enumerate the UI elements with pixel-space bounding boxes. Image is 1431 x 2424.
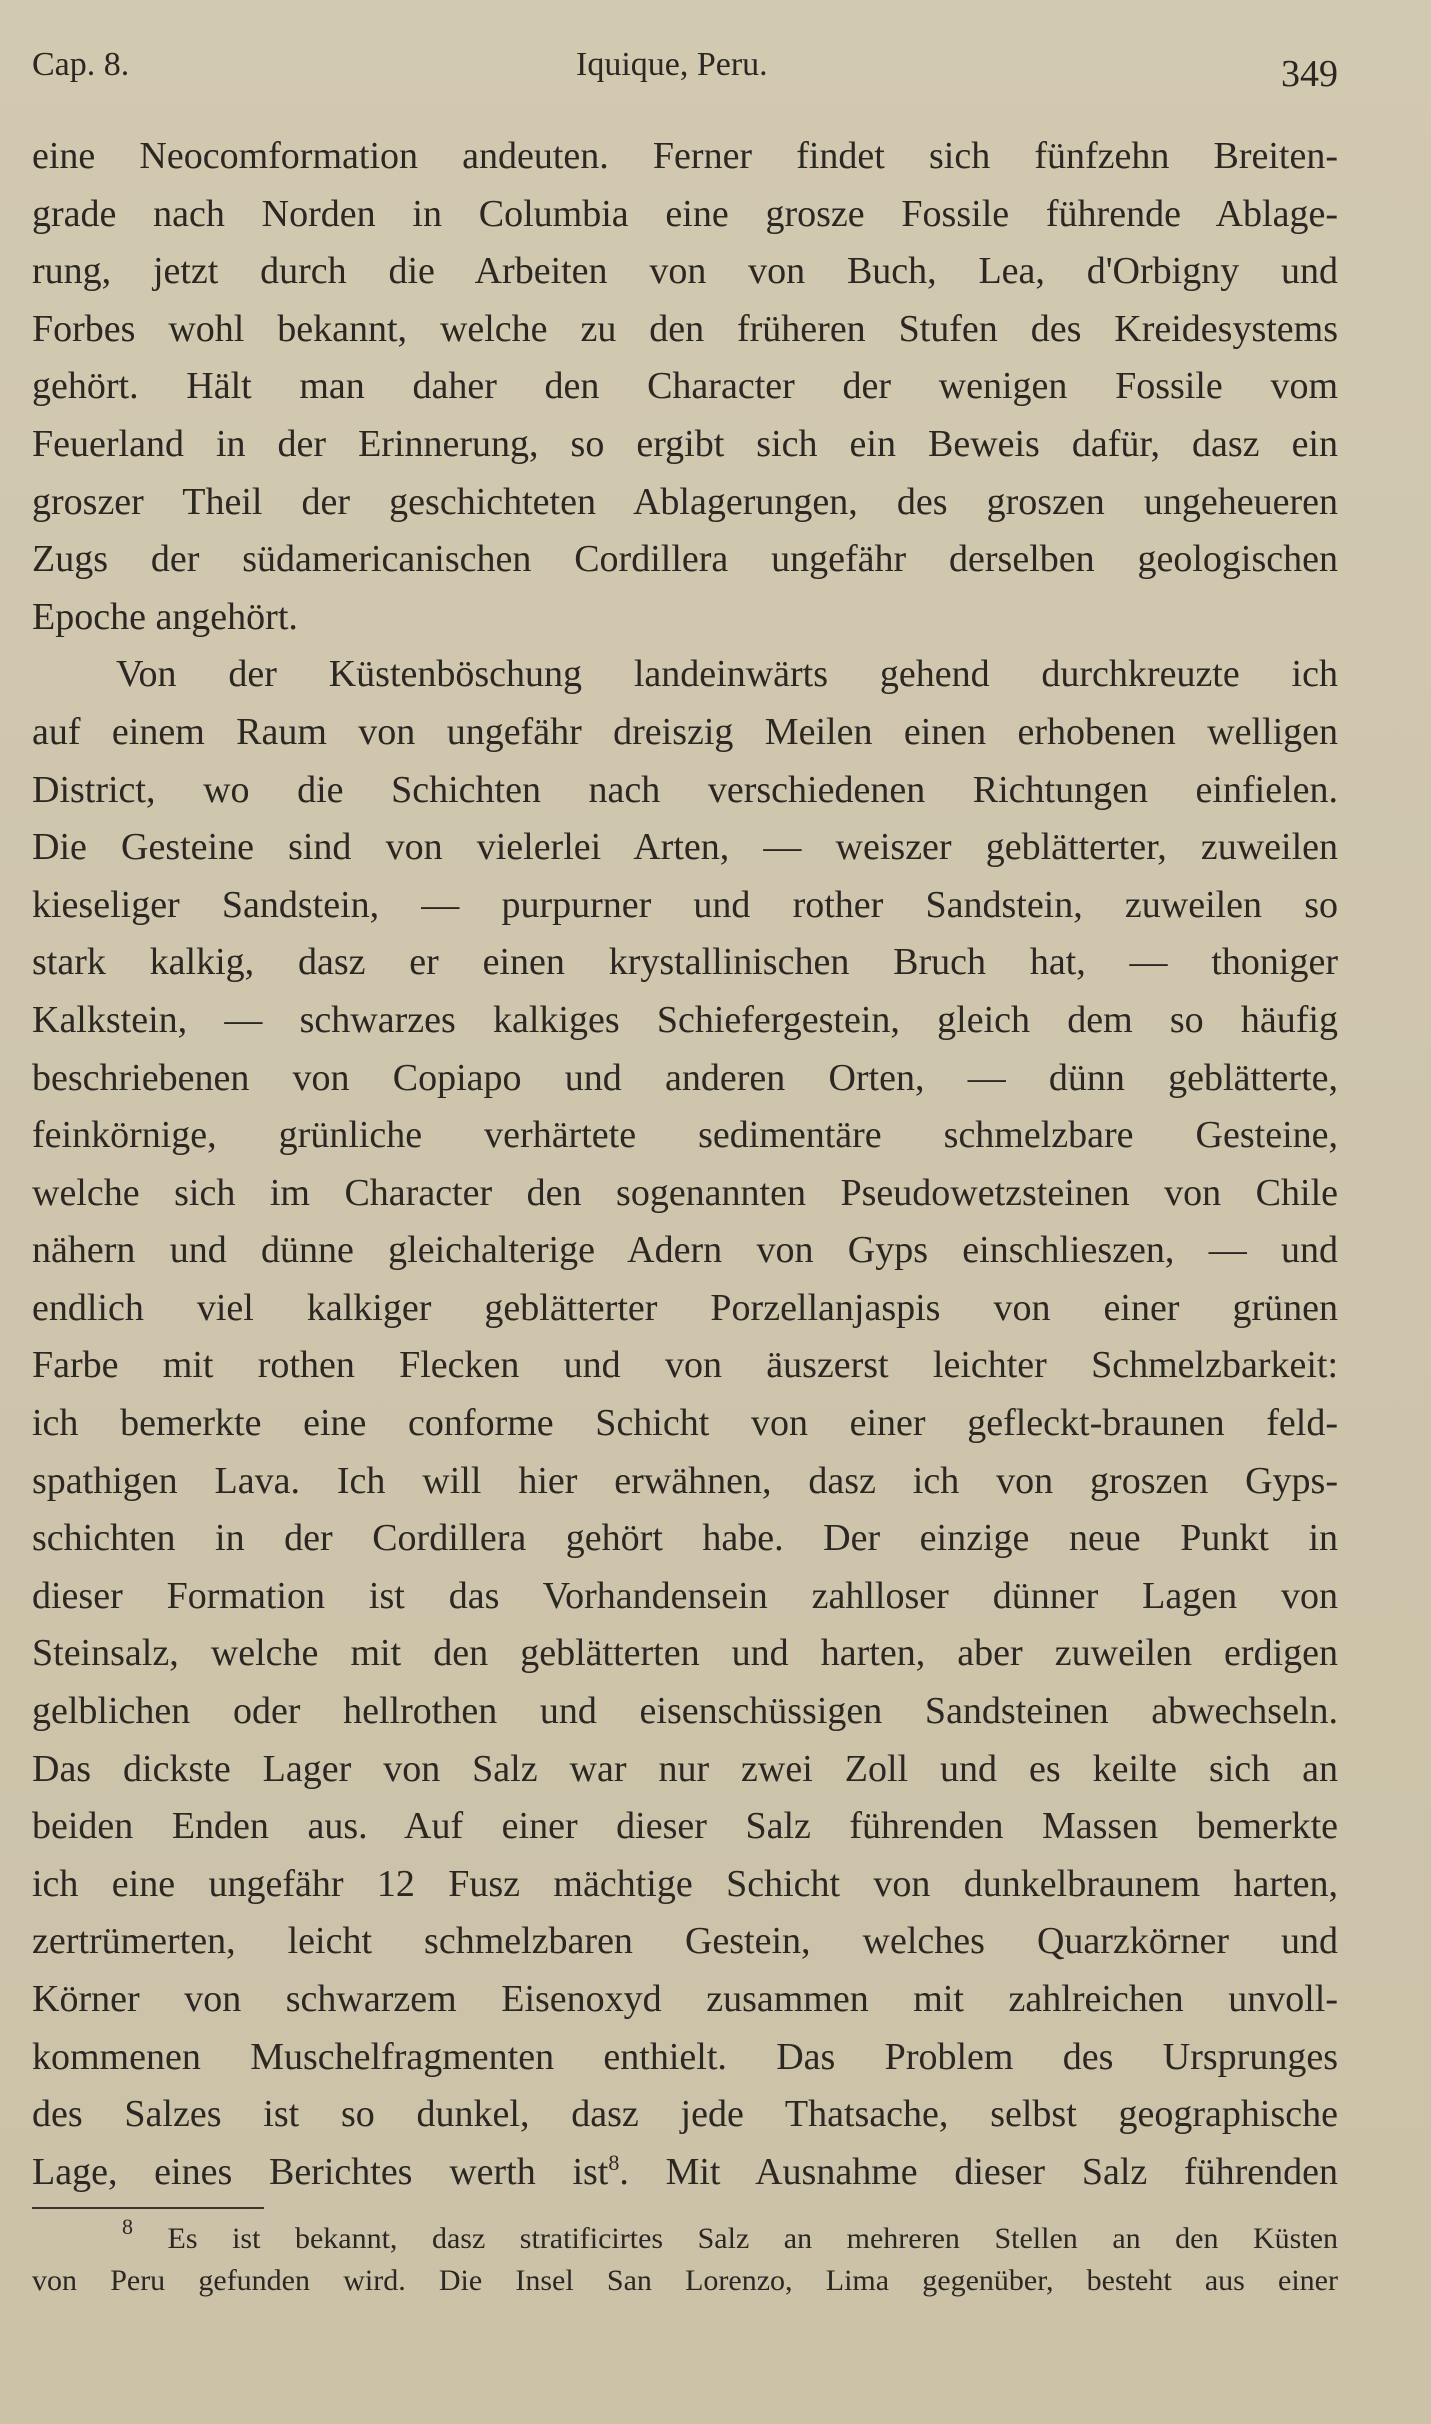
- text-segment: Lage, eines Berichtes werth ist: [32, 2150, 609, 2193]
- running-head: [32, 42, 1338, 95]
- page-number: 349: [1281, 53, 1338, 95]
- footnote-marker: 8: [122, 2218, 133, 2239]
- text-line: rung, jetzt durch die Arbeiten von von Buch, Lea, d'Orbigny und: [32, 250, 1338, 293]
- text-line: gelblichen oder hellrothen und eisenschüssigen Sandsteinen abwechseln.: [32, 1690, 1338, 1733]
- text-line: welche sich im Character den sogenannten Pseudowetzsteinen von Chile: [32, 1171, 1338, 1214]
- text-line: Die Gesteine sind von vielerlei Arten, — weiszer geblätterter, zuweilen: [32, 826, 1338, 869]
- text-line: stark kalkig, dasz er einen krystallinischen Bruch hat, — thoniger: [32, 941, 1338, 984]
- text-line: auf einem Raum von ungefähr dreiszig Meilen einen erhobenen welligen: [32, 710, 1338, 753]
- text-line: Körner von schwarzem Eisenoxyd zusammen mit zahlreichen unvoll-: [32, 1978, 1338, 2020]
- text-line-with-footnote-ref: [32, 2144, 1338, 2202]
- text-line: feinkörnige, grünliche verhärtete sedimentäre schmelzbare Gesteine,: [32, 1114, 1338, 1157]
- footnote-text: Es ist bekannt, dasz stratificirtes Salz an mehreren Stellen an den Küsten: [167, 2222, 1338, 2255]
- text-line: Das dickste Lager von Salz war nur zwei Zoll und es keilte sich an: [32, 1747, 1338, 1790]
- text-line: ich bemerkte eine conforme Schicht von einer gefleckt-braunen feld-: [32, 1402, 1338, 1445]
- text-line: Zugs der südamericanischen Cordillera ungefähr derselben geologischen: [32, 538, 1338, 581]
- text-line: des Salzes ist so dunkel, dasz jede Thatsache, selbst geographische: [32, 2093, 1338, 2136]
- text-line: spathigen Lava. Ich will hier erwähnen, dasz ich von groszen Gyps-: [32, 1459, 1338, 1502]
- text-line: nähern und dünne gleichalterige Adern von Gyps einschlieszen, — und: [32, 1229, 1338, 1272]
- text-line: eine Neocomformation andeuten. Ferner findet sich fünfzehn Breiten-: [32, 135, 1338, 177]
- text-line: District, wo die Schichten nach verschiedenen Richtungen einfielen.: [32, 768, 1338, 811]
- text-line: endlich viel kalkiger geblätterter Porzellanjaspis von einer grünen: [32, 1286, 1338, 1329]
- text-line: Von der Küstenböschung landeinwärts gehend durchkreuzte ich: [116, 653, 1338, 696]
- footnote-line: von Peru gefunden wird. Die Insel San Lorenzo, Lima gegenüber, besteht aus einer: [32, 2264, 1338, 2297]
- text-line: Farbe mit rothen Flecken und von äuszerst leichter Schmelzbarkeit:: [32, 1344, 1338, 1387]
- text-line: ich eine ungefähr 12 Fusz mächtige Schicht von dunkelbraunem harten,: [32, 1862, 1338, 1905]
- text-line: kommenen Muschelfragmenten enthielt. Das Problem des Ursprunges: [32, 2035, 1338, 2078]
- text-line: dieser Formation ist das Vorhandensein zahlloser dünner Lagen von: [32, 1574, 1338, 1617]
- footnote-reference[interactable]: 8: [608, 2149, 620, 2175]
- text-line: gehört. Hält man daher den Character der wenigen Fossile vom: [32, 365, 1338, 408]
- text-segment: . Mit Ausnahme dieser Salz führenden: [619, 2150, 1338, 2193]
- footnote-separator: [32, 2207, 264, 2209]
- text-line: Feuerland in der Erinnerung, so ergibt sich ein Beweis dafür, dasz ein: [32, 422, 1338, 465]
- footnote-area: [32, 2218, 1338, 2302]
- footnote-line: [32, 2218, 1338, 2260]
- text-line: groszer Theil der geschichteten Ablagerungen, des groszen ungeheueren: [32, 480, 1338, 523]
- body-text: [32, 128, 1338, 2201]
- text-line: schichten in der Cordillera gehört habe. Der einzige neue Punkt in: [32, 1517, 1338, 1560]
- text-line: beschriebenen von Copiapo und anderen Orten, — dünn geblätterte,: [32, 1056, 1338, 1099]
- text-line: grade nach Norden in Columbia eine grosze Fossile führende Ablage-: [32, 192, 1338, 235]
- text-line: zertrümerten, leicht schmelzbaren Gestein, welches Quarzkörner und: [32, 1920, 1338, 1963]
- text-line: Kalkstein, — schwarzes kalkiges Schiefergestein, gleich dem so häufig: [32, 998, 1338, 1041]
- text-line: beiden Enden aus. Auf einer dieser Salz führenden Massen bemerkte: [32, 1805, 1338, 1848]
- text-line: Steinsalz, welche mit den geblätterten und harten, aber zuweilen erdigen: [32, 1632, 1338, 1675]
- chapter-label: Cap. 8.: [32, 46, 130, 83]
- text-line: Forbes wohl bekannt, welche zu den früheren Stufen des Kreidesystems: [32, 307, 1338, 350]
- text-line: Epoche angehört.: [32, 595, 298, 638]
- running-title: Iquique, Peru.: [576, 46, 768, 83]
- text-line: kieseliger Sandstein, — purpurner und rother Sandstein, zuweilen so: [32, 883, 1338, 926]
